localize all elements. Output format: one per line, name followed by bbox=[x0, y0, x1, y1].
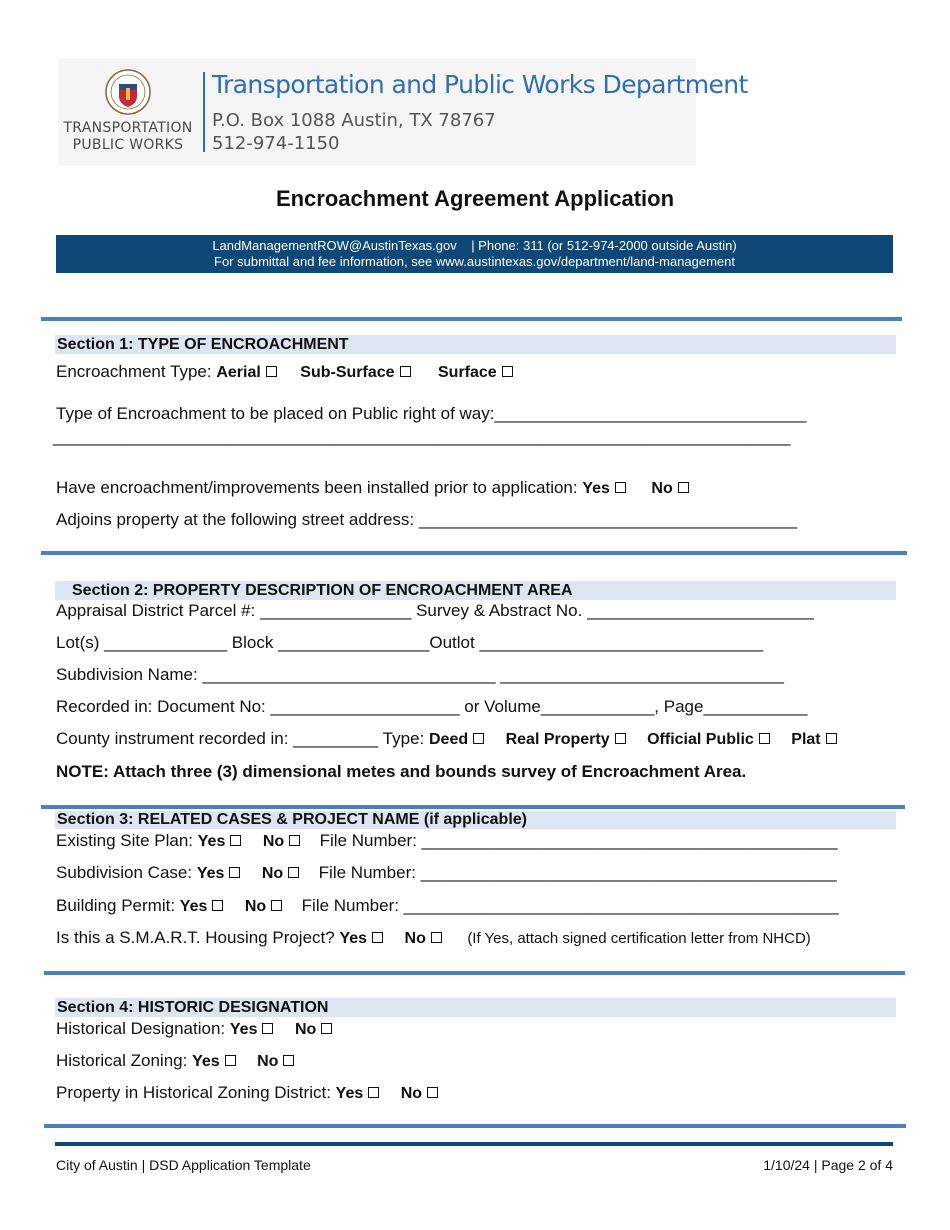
recorded-document-row[interactable]: Recorded in: Document No: ____________________ or Volume____________, Page___________ bbox=[56, 697, 808, 716]
installed-prior-row bbox=[56, 478, 689, 498]
aerial-checkbox[interactable] bbox=[266, 366, 277, 377]
subdivision-no-checkbox[interactable] bbox=[288, 867, 299, 878]
district-no-label: No bbox=[400, 1085, 423, 1102]
permit-yes-checkbox[interactable] bbox=[212, 900, 223, 911]
installed-yes-label: Yes bbox=[582, 480, 610, 497]
subdivision-case-label: Subdivision Case: bbox=[56, 863, 193, 882]
real-property-label: Real Property bbox=[505, 731, 610, 748]
subdivision-case-row bbox=[56, 863, 837, 883]
encroachment-way-field-cont[interactable]: ______________________________________________________________________________ bbox=[53, 427, 791, 446]
smart-housing-row bbox=[56, 928, 811, 948]
zoning-district-row bbox=[56, 1083, 438, 1103]
subdivision-yes-checkbox[interactable] bbox=[229, 867, 240, 878]
designation-no-checkbox[interactable] bbox=[321, 1023, 332, 1034]
page-title: Encroachment Agreement Application bbox=[275, 186, 675, 211]
designation-no-label: No bbox=[294, 1021, 317, 1038]
subdivision-file-number[interactable]: File Number: ____________________________________________ bbox=[318, 863, 837, 882]
lot-block-outlot-row[interactable]: Lot(s) _____________ Block ________________Outlot ______________________________ bbox=[56, 633, 764, 652]
section3-heading: Section 3: RELATED CASES & PROJECT NAME (if applicable) bbox=[55, 811, 896, 829]
subsurface-checkbox[interactable] bbox=[400, 366, 411, 377]
deed-label: Deed bbox=[429, 731, 469, 748]
zoning-no-checkbox[interactable] bbox=[283, 1055, 294, 1066]
site-plan-label: Existing Site Plan: bbox=[56, 831, 194, 850]
department-phone: 512-974-1150 bbox=[212, 133, 340, 154]
section-divider bbox=[41, 805, 905, 809]
contact-bar bbox=[56, 235, 893, 273]
department-name: Transportation and Public Works Department bbox=[212, 70, 748, 99]
contact-line-2: For submittal and fee information, see www.austintexas.gov/department/land-management bbox=[214, 254, 735, 269]
deed-checkbox[interactable] bbox=[473, 733, 484, 744]
district-no-checkbox[interactable] bbox=[427, 1087, 438, 1098]
district-yes-label: Yes bbox=[335, 1085, 364, 1102]
encroachment-type-label: Encroachment Type: bbox=[56, 362, 212, 381]
aerial-label: Aerial bbox=[216, 364, 261, 381]
section-divider bbox=[44, 971, 905, 975]
logo-text-line1: TRANSPORTATION bbox=[63, 120, 193, 136]
installed-prior-label: Have encroachment/improvements been installed prior to application: bbox=[56, 478, 578, 497]
zoning-yes-checkbox[interactable] bbox=[225, 1055, 236, 1066]
zoning-no-label: No bbox=[257, 1053, 279, 1070]
encroachment-way-field[interactable]: Type of Encroachment to be placed on Public right of way:_________________________________ bbox=[56, 404, 807, 423]
logo-text-line2: PUBLIC WORKS bbox=[72, 137, 184, 153]
department-address: P.O. Box 1088 Austin, TX 78767 bbox=[212, 110, 496, 131]
building-permit-label: Building Permit: bbox=[56, 896, 176, 915]
smart-yes-checkbox[interactable] bbox=[372, 932, 383, 943]
surface-label: Surface bbox=[438, 364, 497, 381]
subdivision-no-label: No bbox=[261, 865, 284, 882]
site-plan-no-label: No bbox=[262, 833, 285, 850]
plat-label: Plat bbox=[791, 731, 821, 748]
section-divider bbox=[41, 317, 902, 321]
section4-heading: Section 4: HISTORIC DESIGNATION bbox=[55, 998, 896, 1017]
permit-no-checkbox[interactable] bbox=[271, 900, 282, 911]
permit-no-label: No bbox=[244, 898, 267, 915]
site-plan-row bbox=[56, 831, 838, 851]
subdivision-yes-label: Yes bbox=[196, 865, 225, 882]
footer-right: 1/10/24 | Page 2 of 4 bbox=[763, 1157, 893, 1173]
zoning-yes-label: Yes bbox=[192, 1053, 220, 1070]
smart-no-label: No bbox=[404, 930, 426, 947]
official-public-label: Official Public bbox=[647, 731, 754, 748]
city-seal-icon bbox=[104, 68, 152, 116]
footer-left: City of Austin | DSD Application Template bbox=[56, 1157, 311, 1173]
designation-yes-label: Yes bbox=[229, 1021, 258, 1038]
street-address-field[interactable]: Adjoins property at the following street address: ________________________________________ bbox=[56, 510, 798, 529]
zoning-district-label: Property in Historical Zoning District: bbox=[56, 1083, 331, 1102]
real-property-checkbox[interactable] bbox=[615, 733, 626, 744]
subsurface-label: Sub-Surface bbox=[300, 364, 395, 381]
surface-checkbox[interactable] bbox=[502, 366, 513, 377]
site-plan-yes-checkbox[interactable] bbox=[230, 835, 241, 846]
historical-zoning-row bbox=[56, 1051, 294, 1071]
county-instrument-label: County instrument recorded in: _________ Type: bbox=[56, 729, 425, 748]
smart-note: (If Yes, attach signed certification letter from NHCD) bbox=[467, 930, 811, 947]
section1-heading: Section 1: TYPE OF ENCROACHMENT bbox=[55, 335, 896, 354]
header-divider bbox=[203, 72, 205, 152]
section-divider bbox=[41, 551, 907, 555]
historical-designation-label: Historical Designation: bbox=[56, 1019, 226, 1038]
historical-zoning-label: Historical Zoning: bbox=[56, 1051, 188, 1070]
site-plan-no-checkbox[interactable] bbox=[289, 835, 300, 846]
encroachment-type-row bbox=[56, 362, 513, 382]
subdivision-name-row[interactable]: Subdivision Name: _______________________________ ______________________________ bbox=[56, 665, 784, 684]
smart-no-checkbox[interactable] bbox=[431, 932, 442, 943]
section-divider bbox=[44, 1124, 906, 1128]
permit-file-number[interactable]: File Number: ______________________________________________ bbox=[301, 896, 839, 915]
district-yes-checkbox[interactable] bbox=[368, 1087, 379, 1098]
official-public-checkbox[interactable] bbox=[759, 733, 770, 744]
section2-heading: Section 2: PROPERTY DESCRIPTION OF ENCROACHMENT AREA bbox=[55, 581, 896, 600]
permit-yes-label: Yes bbox=[179, 898, 208, 915]
smart-yes-label: Yes bbox=[339, 930, 368, 947]
survey-note: NOTE: Attach three (3) dimensional metes and bounds survey of Encroachment Area. bbox=[56, 762, 747, 781]
parcel-survey-row[interactable]: Appraisal District Parcel #: ________________ Survey & Abstract No. ________________________ bbox=[56, 601, 814, 620]
installed-yes-checkbox[interactable] bbox=[615, 482, 626, 493]
site-plan-yes-label: Yes bbox=[197, 833, 226, 850]
footer-rule bbox=[55, 1142, 893, 1146]
building-permit-row bbox=[56, 896, 839, 916]
smart-housing-label: Is this a S.M.A.R.T. Housing Project? bbox=[56, 928, 335, 947]
installed-no-label: No bbox=[651, 480, 673, 497]
site-plan-file-number[interactable]: File Number: ____________________________________________ bbox=[319, 831, 838, 850]
plat-checkbox[interactable] bbox=[826, 733, 837, 744]
designation-yes-checkbox[interactable] bbox=[262, 1023, 273, 1034]
contact-line-1: LandManagementROW@AustinTexas.gov | Phone: 311 (or 512-974-2000 outside Austin) bbox=[212, 238, 737, 253]
installed-no-checkbox[interactable] bbox=[678, 482, 689, 493]
historical-designation-row bbox=[56, 1019, 332, 1039]
county-instrument-row bbox=[56, 729, 837, 749]
